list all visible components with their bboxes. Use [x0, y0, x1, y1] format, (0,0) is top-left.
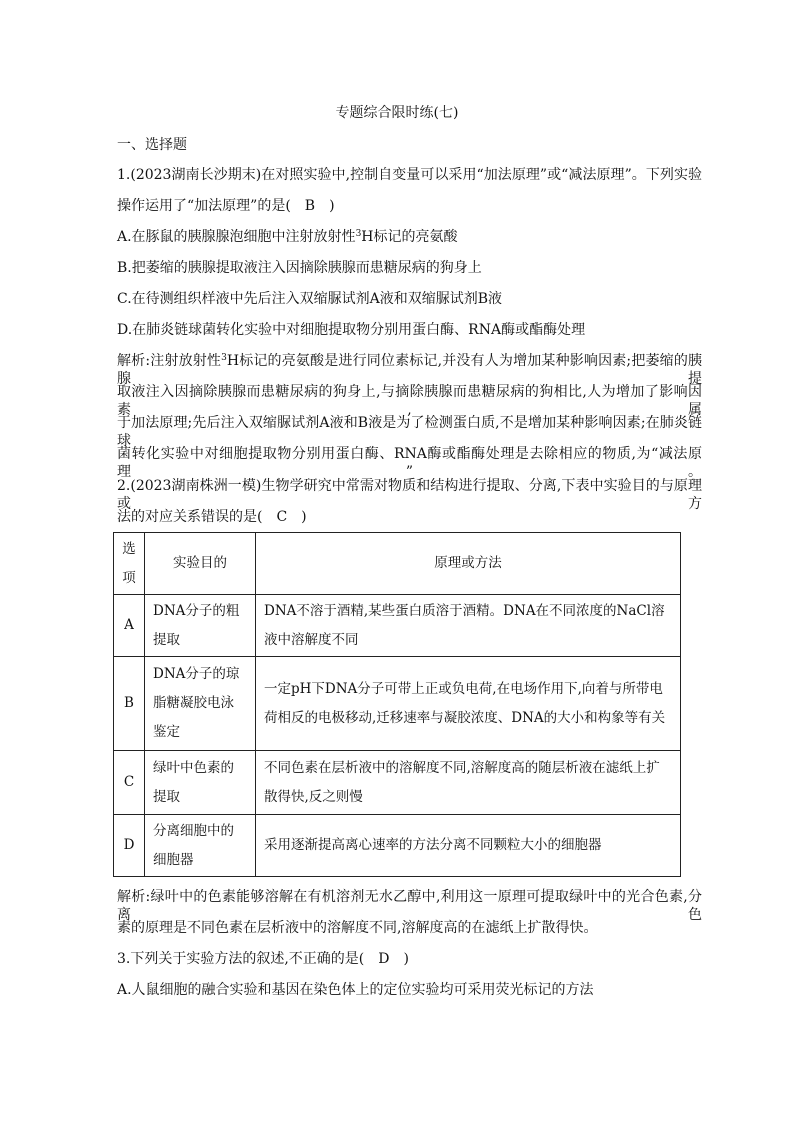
q1-option-a-text: A.在豚鼠的胰腺腺泡细胞中注射放射性	[117, 229, 356, 245]
q1-option-b: B.把萎缩的胰腺提取液注入因摘除胰腺而患糖尿病的狗身上	[117, 260, 482, 276]
section-heading: 一、选择题	[117, 137, 187, 153]
q1-explanation-line4: 菌转化实验中对细胞提取物分别用蛋白酶、RNA酶或酯酶处理是去除相应的物质,为“减法原理”。	[117, 446, 702, 480]
table-cell: 采用逐渐提高离心速率的方法分离不同颗粒大小的细胞器	[256, 815, 681, 877]
table-header-cell: 原理或方法	[256, 533, 681, 595]
table-header-row	[114, 533, 681, 595]
table-row	[114, 815, 681, 877]
q1-explanation-line2: 取液注入因摘除胰腺而患糖尿病的狗身上,与摘除胰腺而患糖尿病的狗相比,人为增加了影响因素,属	[117, 384, 702, 418]
q1-option-c: C.在待测组织样液中先后注入双缩脲试剂A液和双缩脲试剂B液	[117, 291, 503, 307]
q2-explanation-line1: 解析:绿叶中的色素能够溶解在有机溶剂无水乙醇中,利用这一原理可提取绿叶中的光合色素,分离色	[117, 889, 702, 923]
table-cell: 不同色素在层析液中的溶解度不同,溶解度高的随层析液在滤纸上扩散得快,反之则慢	[256, 751, 681, 815]
table-cell: 一定pH下DNA分子可带上正或负电荷,在电场作用下,向着与所带电荷相反的电极移动,迁移速率与凝胶浓度、DNA的大小和构象等有关	[256, 657, 681, 751]
table-row	[114, 751, 681, 815]
table-cell: DNA分子的粗提取	[145, 595, 256, 657]
table-cell: DNA不溶于酒精,某些蛋白质溶于酒精。DNA在不同浓度的NaCl溶液中溶解度不同	[256, 595, 681, 657]
table-row	[114, 595, 681, 657]
page-title: 专题综合限时练(七)	[335, 105, 459, 121]
q3-option-a: A.人鼠细胞的融合实验和基因在染色体上的定位实验均可采用荧光标记的方法	[117, 982, 594, 998]
table-cell: 绿叶中色素的提取	[145, 751, 256, 815]
q1-exp-text-end: H标记的亮氨酸是进行同位素标记,并没有人为增加某种影响因素;把萎缩的胰腺提	[117, 353, 703, 387]
q1-option-a	[117, 228, 702, 246]
q1-stem-line2: 操作运用了“加法原理”的是( B )	[117, 198, 335, 214]
q1-option-a-sup: 3	[355, 229, 362, 239]
q2-stem-line1: 2.(2023湖南株洲一模)生物学研究中常需对物质和结构进行提取、分离,下表中实验目的与原理或方	[117, 478, 702, 512]
table-cell: 分离细胞中的细胞器	[145, 815, 256, 877]
q1-exp-sup: 3	[221, 353, 227, 363]
table-cell: B	[114, 657, 145, 751]
q2-stem-line2: 法的对应关系错误的是( C )	[117, 509, 307, 525]
q1-option-d: D.在肺炎链球菌转化实验中对细胞提取物分别用蛋白酶、RNA酶或酯酶处理	[117, 322, 586, 338]
q3-stem: 3.下列关于实验方法的叙述,不正确的是( D )	[117, 951, 409, 967]
q1-explanation-line3: 于加法原理;先后注入双缩脲试剂A液和B液是为了检测蛋白质,不是增加某种影响因素;在肺炎链球	[117, 415, 702, 449]
q2-explanation-line2: 素的原理是不同色素在层析液中的溶解度不同,溶解度高的在滤纸上扩散得快。	[117, 920, 598, 936]
table-header-cell: 选项	[114, 533, 145, 595]
q1-stem-line1: 1.(2023湖南长沙期末)在对照实验中,控制自变量可以采用“加法原理”或“减法原理”。下列实验	[117, 167, 702, 183]
q1-option-a-text-end: H标记的亮氨酸	[361, 229, 458, 245]
q2-table	[113, 532, 681, 877]
table-header-cell: 实验目的	[145, 533, 256, 595]
table-cell: C	[114, 751, 145, 815]
table-cell: DNA分子的琼脂糖凝胶电泳鉴定	[145, 657, 256, 751]
table-row	[114, 657, 681, 751]
table-cell: A	[114, 595, 145, 657]
q1-exp-text: 解析:注射放射性	[117, 353, 222, 369]
table-cell: D	[114, 815, 145, 877]
